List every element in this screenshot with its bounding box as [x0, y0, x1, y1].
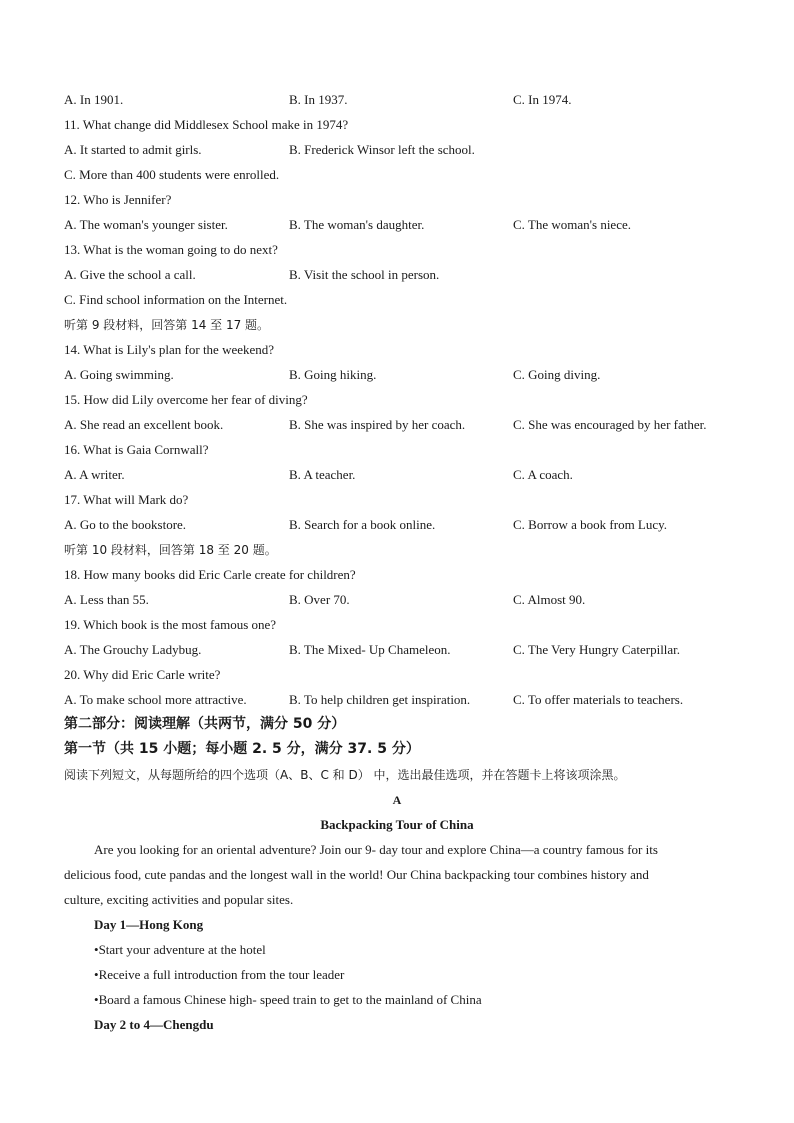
q16-question: 16. What is Gaia Cornwall? [64, 442, 209, 457]
q19-option-c: C. The Very Hungry Caterpillar. [513, 642, 681, 657]
q12-question: 12. Who is Jennifer? [64, 192, 172, 207]
q14-option-c: C. Going diving. [513, 367, 601, 382]
passage-intro-line: delicious food, cute pandas and the longest wall in the world! Our China backpacking tour combines history and [64, 867, 649, 882]
day1-item: •Start your adventure at the hotel [94, 942, 266, 957]
q18-option-b: B. Over 70. [289, 592, 350, 607]
q17-option-c: C. Borrow a book from Lucy. [513, 517, 668, 532]
bullet-icon: • [94, 992, 99, 1007]
bullet-icon: • [94, 942, 99, 957]
q12-option-b: B. The woman's daughter. [289, 217, 425, 232]
q16-option-b: B. A teacher. [289, 467, 356, 482]
q19-question: 19. Which book is the most famous one? [64, 617, 277, 632]
q17-question: 17. What will Mark do? [64, 492, 189, 507]
q19-option-b: B. The Mixed- Up Chameleon. [289, 642, 451, 657]
q12-option-c: C. The woman's niece. [513, 217, 631, 232]
q10-option-b: B. In 1937. [289, 92, 348, 107]
q14-question: 14. What is Lily's plan for the weekend? [64, 342, 275, 357]
q19-option-a: A. The Grouchy Ladybug. [64, 642, 202, 657]
q18-question: 18. How many books did Eric Carle create for children? [64, 567, 356, 582]
q11-option-b: B. Frederick Winsor left the school. [289, 142, 475, 157]
q14-option-b: B. Going hiking. [289, 367, 377, 382]
q13-option-a: A. Give the school a call. [64, 267, 196, 282]
passage-label: A [392, 793, 402, 807]
q13-question: 13. What is the woman going to do next? [64, 242, 278, 257]
part2-heading: 第二部分：阅读理解（共两节，满分 50 分） [64, 716, 346, 732]
q10-option-a: A. In 1901. [64, 92, 124, 107]
q11-option-c: C. More than 400 students were enrolled. [64, 167, 280, 182]
q15-question: 15. How did Lily overcome her fear of diving? [64, 392, 308, 407]
listening-instruction-10: 听第 10 段材料，回答第 18 至 20 题。 [64, 543, 277, 557]
q16-option-c: C. A coach. [513, 467, 573, 482]
q11-option-a: A. It started to admit girls. [64, 142, 202, 157]
q17-option-a: A. Go to the bookstore. [64, 517, 187, 532]
q17-option-b: B. Search for a book online. [289, 517, 436, 532]
bullet-icon: • [94, 967, 99, 982]
q10-option-c: C. In 1974. [513, 92, 572, 107]
section1-heading: 第一节（共 15 小题；每小题 2. 5 分，满分 37. 5 分） [64, 741, 420, 757]
listening-instruction-9: 听第 9 段材料，回答第 14 至 17 题。 [64, 318, 270, 332]
day1-item: •Receive a full introduction from the tour leader [94, 967, 345, 982]
q20-option-a: A. To make school more attractive. [64, 692, 247, 707]
q16-option-a: A. A writer. [64, 467, 125, 482]
q15-option-c: C. She was encouraged by her father. [513, 417, 707, 432]
q13-option-b: B. Visit the school in person. [289, 267, 440, 282]
q15-option-b: B. She was inspired by her coach. [289, 417, 466, 432]
q20-option-c: C. To offer materials to teachers. [513, 692, 684, 707]
passage-intro-line: Are you looking for an oriental adventure? Join our 9- day tour and explore China—a country famous for its [94, 842, 658, 857]
q11-question: 11. What change did Middlesex School make in 1974? [64, 117, 349, 132]
q20-question: 20. Why did Eric Carle write? [64, 667, 221, 682]
q14-option-a: A. Going swimming. [64, 367, 174, 382]
day1-item: •Board a famous Chinese high- speed train to get to the mainland of China [94, 992, 482, 1007]
q12-option-a: A. The woman's younger sister. [64, 217, 228, 232]
q20-option-b: B. To help children get inspiration. [289, 692, 471, 707]
day2-heading: Day 2 to 4—Chengdu [94, 1017, 214, 1032]
q18-option-c: C. Almost 90. [513, 592, 586, 607]
passage-intro-line: culture, exciting activities and popular sites. [64, 892, 294, 907]
reading-instruction: 阅读下列短文，从每题所给的四个选项（A、B、C 和 D） 中，选出最佳选项，并在答题卡上将该项涂黑。 [64, 768, 626, 782]
q18-option-a: A. Less than 55. [64, 592, 149, 607]
day1-heading: Day 1—Hong Kong [94, 917, 204, 932]
passage-title: Backpacking Tour of China [320, 817, 474, 832]
q13-option-c: C. Find school information on the Internet. [64, 292, 288, 307]
q15-option-a: A. She read an excellent book. [64, 417, 224, 432]
